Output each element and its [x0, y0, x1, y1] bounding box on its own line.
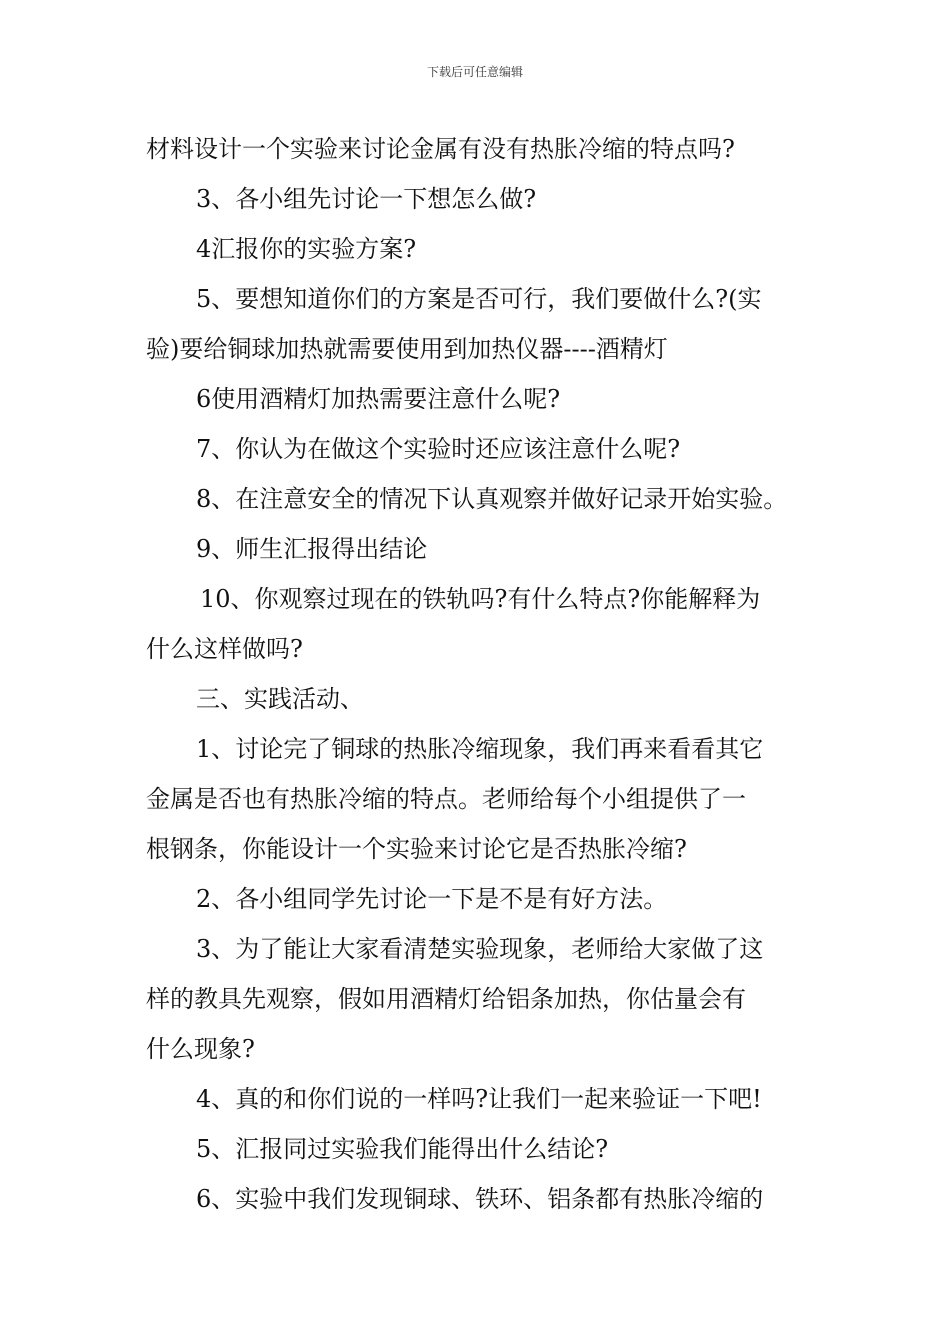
text-line: 1、讨论完了铜球的热胀冷缩现象，我们再来看看其它: [196, 735, 764, 763]
text-line: 金属是否也有热胀冷缩的特点。老师给每个小组提供了一: [146, 785, 746, 813]
text-line: 5、要想知道你们的方案是否可行，我们要做什么?(实: [196, 285, 762, 313]
text-line: 4汇报你的实验方案?: [196, 235, 417, 263]
text-line: 根钢条，你能设计一个实验来讨论它是否热胀冷缩?: [146, 835, 687, 863]
text-line: 4、真的和你们说的一样吗?让我们一起来验证一下吧!: [196, 1085, 762, 1113]
text-line: 5、汇报同过实验我们能得出什么结论?: [196, 1135, 609, 1163]
text-line: 样的教具先观察，假如用酒精灯给铝条加热，你估量会有: [146, 985, 746, 1013]
text-line: 10、你观察过现在的铁轨吗?有什么特点?你能解释为: [200, 585, 761, 613]
text-line: 6、实验中我们发现铜球、铁环、铝条都有热胀冷缩的: [196, 1185, 764, 1213]
text-line: 8、在注意安全的情况下认真观察并做好记录开始实验。: [196, 485, 788, 513]
document-body: [146, 124, 810, 1224]
text-line: 什么现象?: [146, 1035, 255, 1063]
text-line: 6使用酒精灯加热需要注意什么呢?: [196, 385, 561, 413]
section-heading: 三、实践活动、: [196, 685, 364, 713]
text-line: 材料设计一个实验来讨论金属有没有热胀冷缩的特点吗?: [146, 135, 735, 163]
text-line: 验)要给铜球加热就需要使用到加热仪器----酒精灯: [146, 335, 668, 363]
text-line: 7、你认为在做这个实验时还应该注意什么呢?: [196, 435, 681, 463]
text-line: 2、各小组同学先讨论一下是不是有好方法。: [196, 885, 668, 913]
text-line: 9、师生汇报得出结论: [196, 535, 428, 563]
text-line: 3、各小组先讨论一下想怎么做?: [196, 185, 537, 213]
page-header: 下载后可任意编辑: [426, 65, 523, 79]
text-line: 什么这样做吗?: [146, 635, 303, 663]
text-line: 3、为了能让大家看清楚实验现象，老师给大家做了这: [196, 935, 764, 963]
